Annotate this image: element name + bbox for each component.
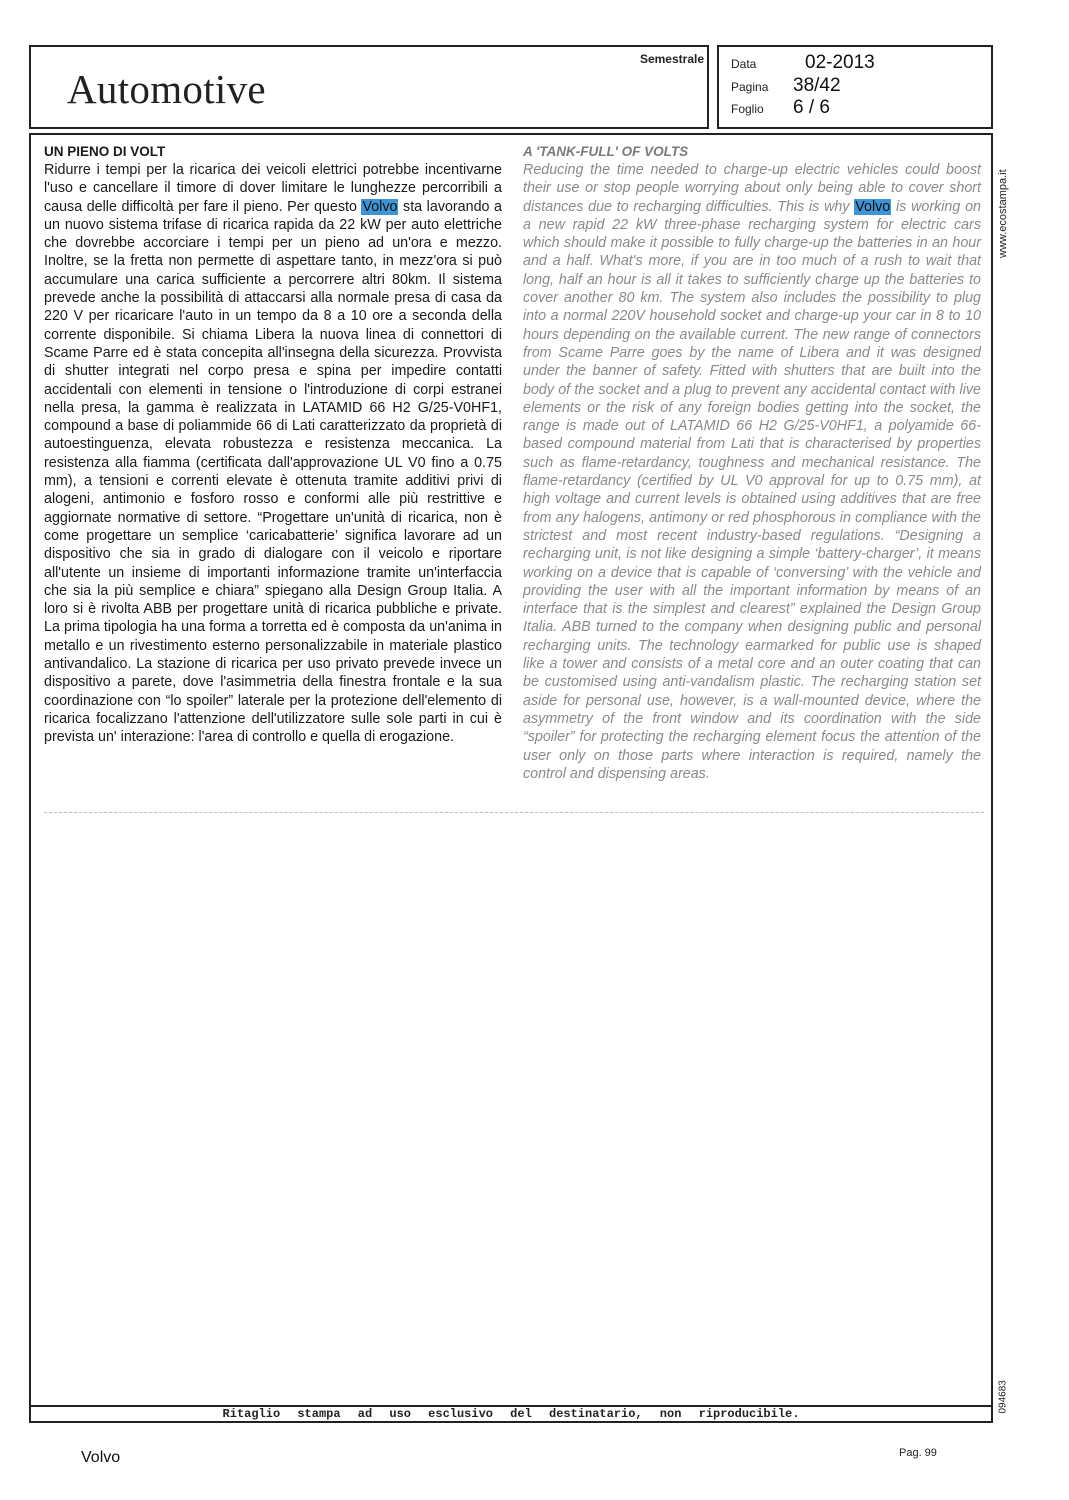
highlight-volvo-en: Volvo <box>855 198 891 215</box>
side-url-text: www.ecostampa.it <box>997 169 1009 258</box>
side-code-text: 094683 <box>997 1380 1009 1414</box>
meta-label-sheet: Foglio <box>731 102 764 116</box>
meta-value-page: 38/42 <box>793 75 841 96</box>
meta-row-sheet <box>731 97 981 119</box>
meta-value-sheet: 6 / 6 <box>793 97 830 118</box>
article-italian-title: UN PIENO DI VOLT <box>44 144 166 159</box>
article-italian <box>44 143 502 747</box>
frequency-label: Semestrale <box>639 52 704 66</box>
page-number: Pag. 99 <box>899 1447 937 1459</box>
side-url <box>993 152 1013 262</box>
highlight-volvo-it: Volvo <box>362 198 398 215</box>
header-title-box <box>29 45 709 129</box>
disclaimer-text: Ritaglio stampa ad uso esclusivo del destinatario, non riproducibile. <box>222 1407 800 1421</box>
meta-row-date <box>731 52 981 74</box>
article-english <box>523 143 981 783</box>
client-name: Volvo <box>81 1449 121 1466</box>
meta-row-page <box>731 75 981 97</box>
article-bottom-divider <box>44 812 984 813</box>
article-english-title: A 'TANK-FULL' OF VOLTS <box>523 144 689 159</box>
article-english-text-rest: is working on a new rapid 22 kW three-phase recharging system for electric cars which should make it possible to fully charge-up the batteries in an hour and a half. What's more, if you are in too much of a rush to wait that long, half an hour is all it takes to sufficiently charge up the batteries to cover another 80 km. The system also includes the possibility to plug into a normal 220V household socket and charge-up your car in 8 to 10 hours depending on the available current. The new range of connectors from Scame Parre goes by the name of Libera and it was designed under the banner of safety. Fitted with shutters that are built into the body of the socket and a plug to prevent any accidental contact with live elements or the risk of any foreign bodies getting into the socket, the range is made out of LATAMID 66 H2 G/25-V0HF1, a polyamide 66-based compound material from Lati that is characterised by properties such as flame-retardancy, toughness and mechanical resistance. The flame-retardancy (certified by UL V0 approval for up to 0.75 mm), at high voltage and current levels is obtained using additives that are free from any halogens, antimony or red phosphorous in compliance with the strictest and most recent industry-based regulations. “Designing a recharging unit, is not like designing a simple ‘battery-charger’, it means working on a device that is capable of ‘conversing’ with the vehicle and providing the user with all the important information by means of an interface that is the simplest and clearest” explained the Design Group Italia. ABB turned to the company when designing public and personal recharging units. The technology earmarked for public use is shaped like a tower and consists of a metal core and an outer coating that can be customised using anti-vandalism plastic. The recharging station set aside for personal use, however, is a wall-mounted device, where the asymmetry of the front window and its coordination with the side “spoiler” for protecting the recharging element focus the attention of the user only on those parts where interaction is required, namely the control and dispensing areas. <box>523 198 981 782</box>
meta-label-date: Data <box>731 57 757 71</box>
meta-value-date: 02-2013 <box>805 52 875 73</box>
meta-label-page: Pagina <box>731 80 769 94</box>
publication-title: Automotive <box>67 66 266 112</box>
article-italian-text-rest: sta lavorando a un nuovo sistema trifase di ricarica rapida da 22 kW per auto elettriche che dovrebbe accorciare i tempi per un pieno ad un'ora e mezzo. Inoltre, se la fretta non permette di aspettare tanto, in mezz'ora si può accumulare una carica sufficiente a percorrere altri 80km. Il sistema prevede anche la possibilità di attaccarsi alla normale presa di casa da 220 V per ricaricare l'auto in un tempo da 8 a 10 ore a seconda della corrente disponibile. Si chiama Libera la nuova linea di connettori di Scame Parre ed è stata concepita all'insegna della sicurezza. Provvista di shutter integrati nel corpo presa e spina per impedire contatti accidentali con elementi in tensione o l'introduzione di corpi estranei nella presa, la gamma è realizzata in LATAMID 66 H2 G/25-V0HF1, compound a base di poliammide 66 di Lati caratterizzato da proprietà di autoestinguenza, elevata robustezza e resistenza meccanica. La resistenza alla fiamma (certificata dall'approvazione UL V0 fino a 0.75 mm), a tensioni e correnti elevate è ottenuta tramite additivi privi di alogeni, antimonio e fosforo rosso e conformi alle più restrittive e aggiornate normative di settore. “Progettare un'unità di ricarica, non è come progettare un semplice ‘caricabatterie’ significa lavorare ad un dispositivo che sia in grado di dialogare con il veicolo e riportare all'utente un insieme di importanti informazione tramite un'interfaccia che sia la più semplice e chiara” spiegano alla Design Group Italia. A loro si è rivolta ABB per progettare unità di ricarica pubbliche e private. La prima tipologia ha una forma a torretta ed è composta da un'anima in metallo e un rivestimento esterno personalizzabile in materiale plastico antivandalico. La stazione di ricarica per uso privato prevede invece un dispositivo a parete, dove l'asimmetria della finestra frontale e la sua coordinazione con “lo spoiler” laterale per la protezione dell'elemento di ricarica focalizzano l'attenzione dell'utilizzatore sulle sole parti in cui è prevista un' interazione: l'area di controllo e quella di erogazione. <box>44 198 503 746</box>
header-meta-box <box>717 45 993 129</box>
article-italian-text <box>44 161 502 747</box>
article-italian-text-start: Ridurre i tempi per la ricarica dei veicoli elettrici potrebbe incentivarne l'uso e cancellare il timore di dover limitare le lunghezze percorribili a causa delle difficoltà per fare il pieno. Per questo <box>44 162 502 215</box>
side-code <box>993 1365 1013 1415</box>
article-english-text <box>523 161 981 783</box>
article-english-text-start: Reducing the time needed to charge-up electric vehicles could boost their use or stop people worrying about only being able to cover short distances due to recharging difficulties. This is why <box>523 162 981 215</box>
